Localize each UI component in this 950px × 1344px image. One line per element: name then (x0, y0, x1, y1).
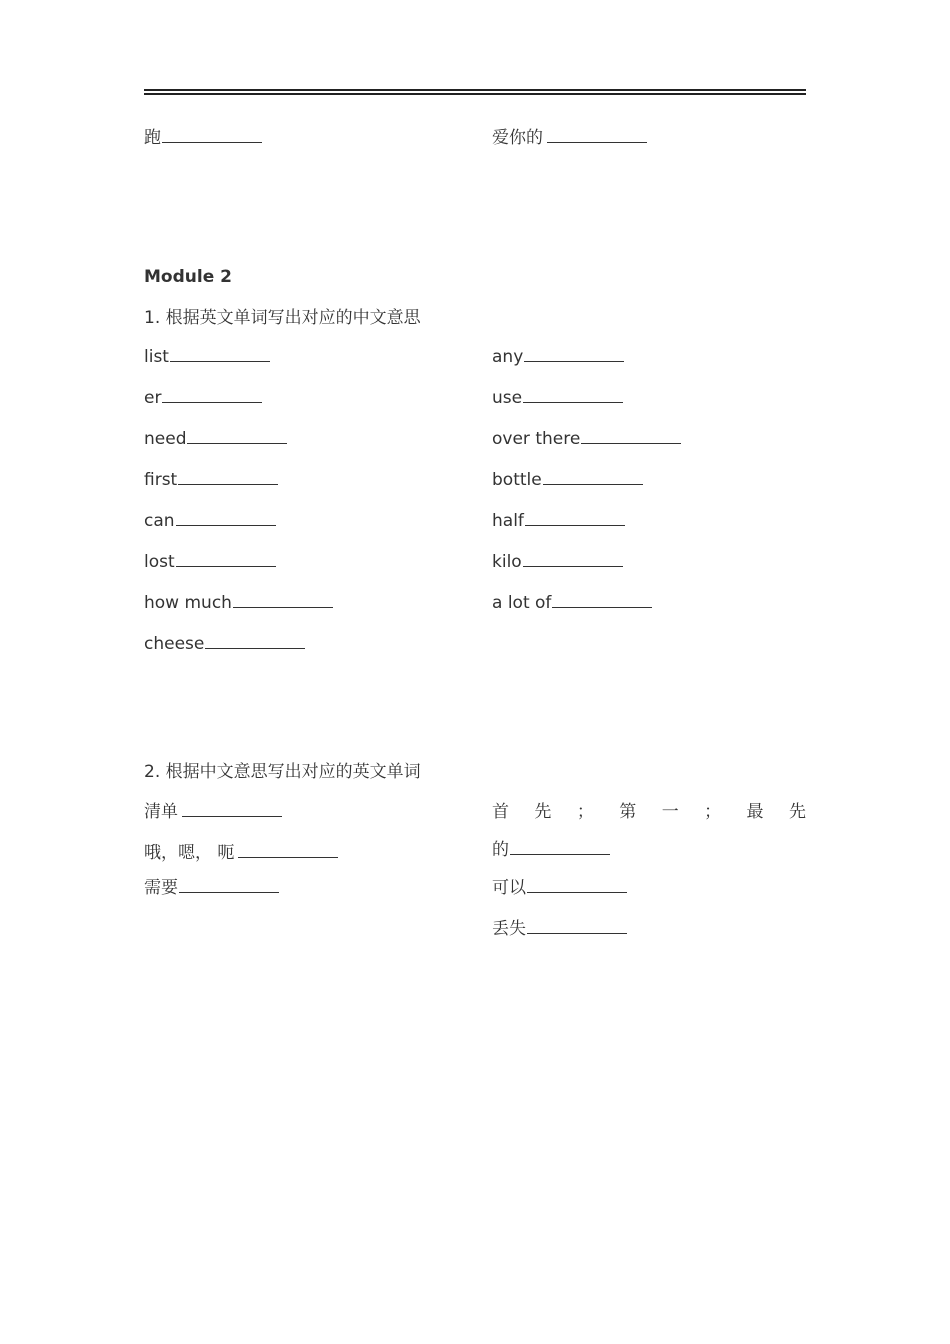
answer-blank[interactable] (527, 917, 627, 934)
answer-blank[interactable] (552, 591, 652, 608)
answer-blank[interactable] (187, 427, 287, 444)
char: 最 (746, 802, 764, 822)
answer-blank[interactable] (238, 841, 338, 858)
vocab-item: 清单 (144, 800, 282, 822)
vocab-item: 丢失 (492, 917, 627, 939)
vocab-item: need (144, 427, 287, 449)
char: ； (576, 802, 594, 822)
answer-blank[interactable] (176, 509, 276, 526)
answer-blank[interactable] (523, 550, 623, 567)
vocab-item: list (144, 345, 270, 367)
char: ； (704, 802, 722, 822)
answer-blank[interactable] (510, 838, 610, 855)
vocab-item: a lot of (492, 591, 652, 613)
vocab-item: cheese (144, 632, 305, 654)
vocab-item: lost (144, 550, 276, 572)
header-rule-top (144, 89, 806, 91)
vocab-item: over there (492, 427, 681, 449)
vocab-item: 爱你的 (492, 126, 647, 148)
vocab-item: half (492, 509, 625, 531)
answer-blank[interactable] (179, 876, 279, 893)
vocab-item: 需要 (144, 876, 279, 898)
vocab-item: any (492, 345, 624, 367)
char: 先 (534, 802, 552, 822)
char: 一 (661, 802, 679, 822)
vocab-item: 哦，嗯， 呃 (144, 841, 338, 863)
vocab-item: er (144, 386, 262, 408)
vocab-item: 的 (492, 838, 610, 860)
answer-blank[interactable] (527, 876, 627, 893)
answer-blank[interactable] (162, 126, 262, 143)
answer-blank[interactable] (581, 427, 681, 444)
section2-heading: 2. 根据中文意思写出对应的英文单词 (144, 762, 421, 782)
vocab-item: 跑 (144, 126, 262, 148)
section1-heading: 1. 根据英文单词写出对应的中文意思 (144, 308, 421, 328)
vocab-item: 可以 (492, 876, 627, 898)
vocab-item: first (144, 468, 278, 490)
answer-blank[interactable] (182, 800, 282, 817)
answer-blank[interactable] (205, 632, 305, 649)
answer-blank[interactable] (178, 468, 278, 485)
answer-blank[interactable] (162, 386, 262, 403)
answer-blank[interactable] (547, 126, 647, 143)
answer-blank[interactable] (523, 386, 623, 403)
module-title: Module 2 (144, 267, 232, 287)
char: 第 (619, 802, 637, 822)
answer-blank[interactable] (233, 591, 333, 608)
answer-blank[interactable] (176, 550, 276, 567)
header-rule-bottom (144, 93, 806, 95)
answer-blank[interactable] (543, 468, 643, 485)
char: 首 (492, 802, 509, 822)
vocab-item: kilo (492, 550, 623, 572)
vocab-item: can (144, 509, 276, 531)
vocab-item: how much (144, 591, 333, 613)
vocab-item: use (492, 386, 623, 408)
vocab-item: bottle (492, 468, 643, 490)
answer-blank[interactable] (525, 509, 625, 526)
char: 先 (788, 802, 806, 822)
answer-blank[interactable] (170, 345, 270, 362)
answer-blank[interactable] (524, 345, 624, 362)
justified-vocab-line (492, 802, 806, 822)
